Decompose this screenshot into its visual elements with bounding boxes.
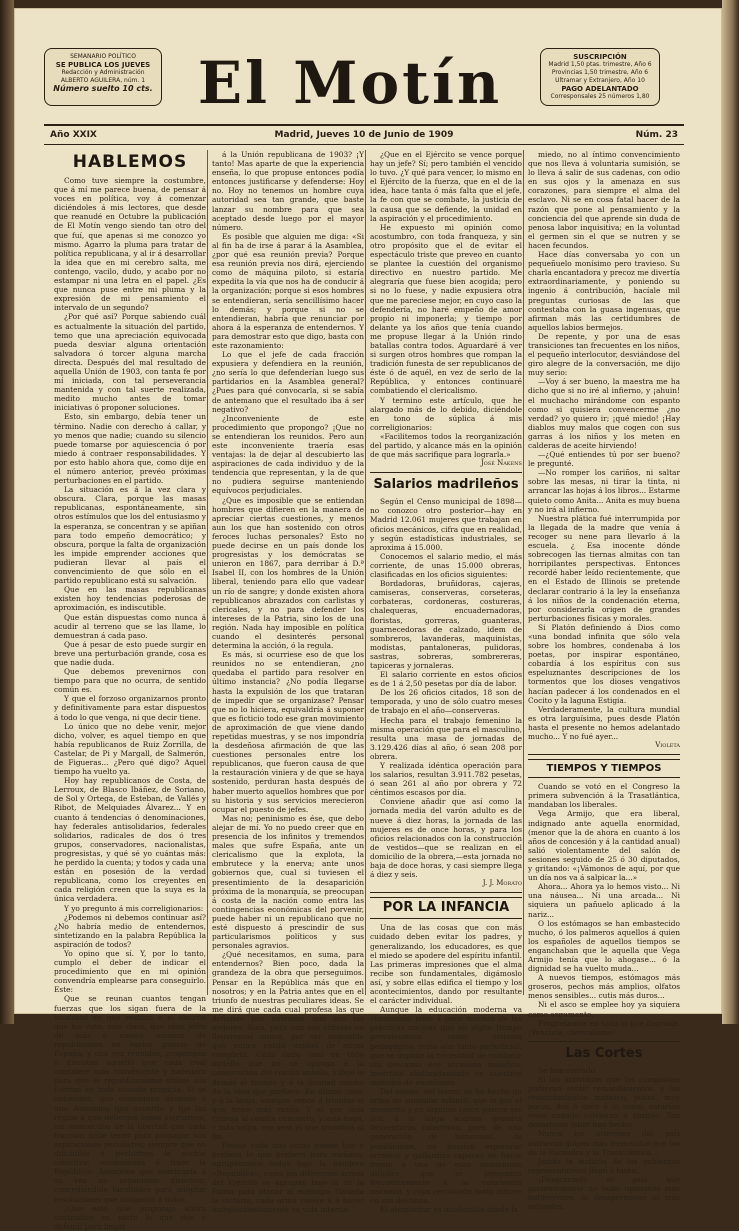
masthead-left-price: Número suelto 10 cts. <box>53 84 153 93</box>
column-2 <box>212 150 364 1214</box>
paragraph: Si Platón definiendo á Dios como «una bondad infinita que sólo vela sobre los hombres, condenaba á los poetas, por inspirar espontáneo, cobardía á los espíritus con sus espeluznantes descripciones de los tormentos que los dioses vengativos hacían padecer á los condenados en el Cocito y la laguna Estigia. <box>528 622 680 705</box>
paragraph: ¿Inconveniente de este procedimiento que propongo? ¡Que no se entendieran los reunidos. Pero aun este inconveniente traería esas ventajas: la de dejar al descubierto las aspiraciones de cada individuo y de la tendencia que representan, y la de que no pudiera seguirse manteniendo equívocos perjudiciales. <box>212 413 364 496</box>
paragraph: Que debemos prevenirnos con tiempo para que no ocurra, de sentido común es. <box>54 667 206 695</box>
author-signature: Violeta <box>655 741 680 750</box>
paragraph: ¿Qué necesitamos, en suma, para entendernos? Bien poco, dada la grandeza de la obra que perseguimos. Pensar en la República más que en nosotros; y en la Patria antes que en el triunfo de nuestras peculiares ideas. Se me dirá que cada cual profesa las que defiende por entender que son las mejores. Bien, pero con ese criterio no llegaremos nunca, por ser imposible que nunca exista unidad de miras completa. Cada cada cual en todo aquello que no se oponga á la consecución del común anhelo, y deje lo demás al tiempo y á la bondad misma de la idea que prefiere. En último caso, y á la larga, siempre vence á triunfar el que tiene más razón. Y el que más trabaja al común concierto, y más haga, y más valga, ese será el que triunfará al fin. <box>212 950 364 1142</box>
paragraph: A nuevos tiempos, estómagos más groseros, pechos más amplios, olfatos menos sensibles... cutis más duros... <box>528 973 680 1001</box>
paragraph: Se han cerrado. <box>538 1065 598 1075</box>
paragraph: Una de las cosas que con más cuidado deben evitar los padres, y generalizando, los educadores, es que el miedo se apodere del espíritu infantil. Las primeras impresiones que el alma recibe son fundamentales, digámoslo así, y sobre ellas edifica el tiempo y los acontecimientos, dando por resultante el carácter individual. <box>370 923 522 1006</box>
paragraph: Piense cada uno como piense hoy y prefiera lo que prefiera para mañana, agrupémonos todos bajo la bandera «República», como las diferentes armas del Ejército se agrupan bajo la de la Patria para atacar al enemigo. Ganada la victoria, cada arma vuelve á á hacer independientemente su vida interna. <box>212 1141 364 1214</box>
paragraph: De repente, y por una de esas transiciones tan frecuentes en los niños, el pequeño interlocutor, desviándose del giro alegre de la conversación, me dijo muy serio: <box>528 331 680 378</box>
masthead-left-line: ALBERTO AGUILERA, núm. 1 <box>60 77 146 84</box>
paragraph: Como tuve siempre la costumbre, que á mí me parece buena, de pensar á voces en política, voy á comenzar diciéndoles á mis lectores, que desde que reanudé en Octubre la publicación de El Motín vengo siendo tan otro del que fuí, que apenas si me conozco yo mismo. Agarro la pluma para tratar de política republicana, y al ir á desarrollar la idea que en mi cerebro salta, me contengo, vacilo, dudo, y acabo por no estampar ni una letra en el papel. ¿Es que nunca puse entre mi pluma y la expresión de mi pensamiento el intervalo de un segundo? <box>54 176 206 313</box>
paragraph: Que se reunan cuantos tengan fuerzas que los sigan fuera de la localidad en que residan ó el distrito que los vote; más claro, que sean jefes de más ó menos número de republicanos en varios puntos de España; y una vez reunidos, propongan y discutan aquello que cada cual considere más conveniente y hacedero para que el republicanismo utilice sus fuerzas en toda ocasión propicia. Si se entienden, que convoquen después á una Asamblea que acuerde y fije las reglas á que debemos todos sujetarnos, sin menoscabo de la libertad que cada fracción debe tener para propagar sus aspiraciones peculiares; siempre que no dificulten ó perturben la acción colectiva, encaminada á traer la República; Asamblea que nombraría á su vez un organismo directivo, concediéndole facultades para adoptar resoluciones que obligarán á todos. <box>54 994 206 1204</box>
section-divider <box>528 1041 680 1042</box>
page-edge <box>722 0 739 1024</box>
article-heading-hablemos: HABLEMOS <box>72 152 188 172</box>
paragraph: De los 26 oficios citados, 18 son de temporada, y uno de sólo cuatro meses de trabajo en el año—conserveras. <box>370 688 522 716</box>
paragraph: Del miedo, del terror, se ha hecho un arma de sumisión infantil, que si por el momento y en algunos casos parece ser útil, á la larga acarrea grandes desventuras colectivas; pues de una generación de temerosos, de pusilánimes, no pueden esperarse arrestos y gallardías capaces de hacer frente á una de esas situaciones difíciles que se presentan frecuentemente á la conciencia nacional, y cuya resolución tanto influye en sus destinos. <box>370 1087 522 1206</box>
newspaper-title: El Motín <box>197 49 503 117</box>
paragraph: Y termino este artículo, que he alargado más de lo debido, diciéndole en tono de súplica á mis correligionarios: <box>370 395 522 432</box>
paragraph: Hace días conversaba yo con un pequeñuelo monísimo pero travieso. Su charla encantadora y precoz me divertía extraordinariamente, y poniendo su ingenio á contribución, hacíale mil preguntas curiosas de las que contestaba con la guasa ingenuas, que afirman más las certidumbres de aquellos labios bermejos. <box>528 250 680 332</box>
paragraph: Esto, sin embargo, debía tener un término. Nadie con derecho á callar, y yo menos que nadie; cuando su silencio puede tomarse por aquiescencia ó por miedo á contraer responsabilidades. Y por esto hablo ahora que, como dije en el número anterior, prevéo próximas perturbaciones en el partido. <box>54 412 206 486</box>
paragraph: Conocemos el salario medio, el más corriente, de unas 15.000 obreras, clasificadas en los oficios siguientes: <box>370 551 522 580</box>
masthead-right-line: Madrid 1,50 ptas. trimestre, Año 6 <box>548 61 652 68</box>
masthead-left-line: SE PUBLICA LOS JUEVES <box>55 61 151 69</box>
paragraph: Aunque la educación moderna va eliminando poco á poco muchas de las prácticas nocivas que en algún tiempo prevalecieron como sistema pedagógico, resta aún tanto perjudicial, que se impone la necesidad de combatir sin descanso ese arcaísmo maléfico, invertido obstinadamente en nuestros métodos de enseñanza. <box>370 1005 522 1087</box>
paragraph: O los estómagos se han embastecido mucho, ó los palmeros aquellos á quien los españoles de aquellos tiempos se enganchaban que le aquella que Vega Armijo tenía que lo ahogase... ó la dignidad se ha vuelto muda... <box>528 918 680 974</box>
masthead-left-box <box>44 48 162 106</box>
paragraph: Ahora... Ahora ya lo hemos visto... Ni una náusea... Ni una arcada... Ni siquiera un pañuelo aplicado á la nariz... <box>528 882 680 919</box>
column-1 <box>54 150 206 1231</box>
paragraph: Que en las masas republicanas existen hoy tendencias poderosas de aproximación, es indiscutible. <box>54 585 206 613</box>
paragraph: Que están dispuestas como nunca á acudir al terreno que se las llame, lo demuestran á cada paso. <box>54 612 206 640</box>
paragraph: Jamás la audacia de los gobiernos representativos llegó á tanto... <box>528 1156 680 1175</box>
paragraph: El atemorizar es intolerable desde la <box>380 1205 519 1215</box>
paragraph: ¿Por qué así? Porque sabiendo cuál es actualmente la situación del partido, temo que una apreciación equivocada pueda desviar alguna orientación salvadora ó torcer alguna marcha directa. Después del mal resultado de aquella Unión de 1903, con tanta fe por mí iniciada, con tal perseverancia mantenida y con tal suerte realizada, medito mucho antes de tomar iniciativas ó proponer soluciones. <box>54 312 206 413</box>
column-3 <box>370 150 522 1215</box>
column-rule <box>207 150 208 995</box>
paragraph: «Facilitemos todos la reorganización del partido, y alcance más en la opinión de que más sacrifique para lograrla.» <box>370 431 522 460</box>
article-heading-tiempos: TIEMPOS Y TIEMPOS <box>528 759 680 778</box>
paragraph: Lo que el jefe de cada fracción expusiera y defendiera en la reunión, ¿no sería lo que defenderían luego sus partidarios en la Asamblea general? ¿Pues para qué convocarla, si se sabía de antemano que el resultado iba á ser negativo? <box>212 350 364 414</box>
column-rule <box>523 150 524 995</box>
masthead-right-line: Provincias 1,50 trimestre, Año 6 <box>551 69 649 76</box>
masthead-left-line: Redacción y Administración <box>61 69 145 76</box>
author-signature: J. J. Morato <box>482 879 522 888</box>
paragraph: Es más, si ocurriese eso de que los reunidos no se entendieran, ¿no quedaba el partido para resolver en último instancia? ¿No podía llegarse hasta la expulsión de los que trataran de impedir que se organizase? Pensar que no lo hiciera, equivaldría á suponer que es ficticio todo ese gran movimiento de aproximación de que viene dando repetidas muestras, y se nos impondría la desdeñosa afirmación de que las cuestiones personales entre los republicanos, que fueron causa de que la restauración viniera y de que se haya sostenido, perduran hasta después de haber muerto aquellos hombres que por su historia y sus servicios merecieron ocupar el puesto de jefes. <box>212 650 364 814</box>
paragraph: Progresamos en todo lo que degrada. ¡Venciste, clericalismo! <box>528 1018 680 1037</box>
column-rule <box>365 150 366 995</box>
article-heading-cortes: Las Cortes <box>565 1045 643 1061</box>
masthead-right-box <box>540 48 660 106</box>
paragraph: Según el Censo municipal de 1898—no conozco otro posterior—hay en Madrid 12.061 mujeres que trabajan en oficios mecánicos, cifra que en realidad, y según estadísticas industriales, se aproxima á 15.000. <box>370 497 522 552</box>
paragraph: El salario corriente en estos oficios es de 1 á 2,50 pesetas por día de labor. <box>370 670 522 689</box>
paragraph: á la Unión republicana de 1903? ¡Y tanto! Mas aparte de que la experiencia enseña, lo que propuse entonces podía entonces justificarse y defenderse: Hoy no. Hoy no tenemos un hombre cuya autoridad sea tan grande, que baste lanzar su nombre para que sea aceptado desde luego por el mayor número. <box>212 150 364 232</box>
paragraph: Lo único que no debe venir, mejor dicho, volver, es aquel tiempo en que había republicanos de Ruiz Zorrilla, de Castelar, de Pi y Margall, de Salmerón, de Figueras... ¿Pero qué digo? Aquel tiempo ha vuelto ya. <box>54 721 206 777</box>
issue-year: Año XXIX <box>50 130 97 140</box>
paragraph: ¡Desgraciado el país que pacientemente no hubo opiciones más indiferentes, ni desaprensivas ni más cobardes. <box>528 1174 680 1212</box>
paragraph: Si los individuos que las componían pudieran sentir remordimientos, y los remordimientos matasen, pocos, muy pocos, dos ó doce á lo sumo, estarían vivos cuando volvieran á abrirse. Tan desastrosa labor han hecho. <box>528 1074 680 1130</box>
paragraph: Bordadoras, bruñidoras, cajeras, camiseras, conserveras, corseteras, corbateras, cordoneras, costureras, chalequeras, encuadernadoras, floristas, gorreras, guanteras, guarnecedoras de calzado, idem de sombreros, lavanderas, maquinistas, modistas, pantaloneras, pulidoras, sastras, sobreras, sombrereras, tapiceras y jornaleras. <box>370 579 522 670</box>
paragraph: —No romper los cariños, ni saltar sobre las mesas, ni tirar la tinta, ni arrancar las hojas á los libros... Estarme quieto como Anita... Anita es muy buena y no irá al infierno. <box>528 468 680 514</box>
paragraph: Yo opino que sí. Y, por lo tanto, cumplo el deber de indicar el procedimiento que en mi opinión convendría emplearse para conseguirlo. Este: <box>54 948 206 995</box>
paragraph: La situación es á la vez clara y obscura. Clara, porque las masas republicanas, espontáneamente, sin otros estímulos que los del entusiasmo y la esperanza, se concentran y se apiñan para todo empeño democrático; y obscura, porque la falta de organización les impide emprender acciones que pudieran llevar al país el convencimiento de que sólo en el partido republicano está su salvación. <box>54 485 206 586</box>
article-heading-salarios: Salarios madrileños <box>373 477 519 493</box>
section-divider <box>528 754 680 755</box>
masthead-left-line: SEMANARIO POLÍTICO <box>70 53 136 60</box>
paragraph: Mas no; peninismo es ése, que debo alejar de mí. Yo no puedo creer que en presencia de los infinitos y tremendos males que sufre España, ante un clericalismo que la explota, la embrutece y la enerva; ante unos gobiernos que, cual si tuviesen el presentimiento de la desaparición próxima de la monarquía, se preocupan á costa de la nación como entra las contingencias económicas del porvenir, puede haber ni un republicano que no esté dispuesto á prescindir de sus particularismos políticos y sus personales agravios. <box>212 813 364 951</box>
issue-number: Núm. 23 <box>635 130 678 140</box>
paragraph: Y yo pregunto á mis correligionarios: <box>64 903 204 913</box>
paragraph: ¿Podemos ni debemos continuar así? ¿No habría medio de entendernos, sintetizando en la palabra República la aspiración de todos? <box>54 912 206 949</box>
paragraph: Y realizada idéntica operación para los salarios, resultan 3.911.782 pesetas, ó sean 261 al año por obrera y 72 céntimos escasos por día. <box>370 761 522 798</box>
author-signature: José Nakens <box>480 459 522 468</box>
paragraph: Es posible que alguien me diga: «Si al fin ha de irse á parar á la Asamblea, ¿por qué esa reunión previa? Porque esa reunión previa nos dirá, ejerciendo como de máquina piloto, si estaría expedita la vía que nos ha de conducir á la organización; porque si esos hombres se entendieran, sería sencillísimo hacer lo demás; y porque si no se entendieran, habría que renunciar por ahora á la esperanza de entendernos. Y para demostrar esto que digo, basta con este razonamiento: <box>212 231 364 350</box>
section-divider <box>370 472 522 473</box>
paragraph: Verdaderamente, la cultura mundial es otra larguísima, pues desde Platón hasta el presente no hemos adelantado mucho... Y no fué ayer... <box>528 704 680 741</box>
article-heading-infancia: POR LA INFANCIA <box>370 897 522 919</box>
binding-spine <box>0 0 14 1024</box>
masthead-right-line: Corresponsales 25 números 1,80 <box>550 93 650 100</box>
masthead-right-line: Ultramar y Extranjero, Año 10 <box>555 77 645 84</box>
paragraph: Que á pesar de esto puede surgir en breve una perturbación grande, cosa es que nadie duda. <box>54 639 206 667</box>
section-divider <box>370 892 522 893</box>
paragraph: Hoy hay republicanos de Costa, de Lerroux, de Blasco Ibáñez, de Soriano, de Sol y Ortega, de Esteban, de Vallés y Ribot, de Melquiades Álvarez... Y en cuanto á tendencias ó denominaciones, hay federales antisolidarios, federales solidarios, radicales de dos ó tres grupos, conservadores, nacionalistas, progresistas, y qué sé yo cuántas más: he perdido la cuenta; y todos y cada una están en posesión de la verdad republicana, como los creyentes en cada religión creen que la suya es la única verdadera. <box>54 776 206 904</box>
paragraph: Nuestra plática fué interrumpida por la llegada de la madre que venía á recoger su nene para llevarlo á la escuela. ¿ Esa inocente dónde sobrecogen las tiernas almitas con tan horripilantes perspectivas. Entonces recordé haber leído recientemente, que en el Estado de Illinois se pretende declarar contrario á la ley la enseñanza á los niños de la condenación eterna, por considerarla origen de grandes perturbaciones físicas y morales. <box>528 513 680 623</box>
paragraph: miedo, no al íntimo convencimiento que nos lleva á voluntaria sumisión, se lo lleva á salir de sus cadenas, con odio en sus ojos y la amenaza en sus corazones, para siempre el alma del esclavo. Ni se en cosa fatal hacer de la razón que pone al pensamiento y la conciencia del que aprende sin duda de penosa labor inquisitiva; en la voluntad el germen sin el que se nutren y se hacen fecundos. <box>528 150 680 250</box>
dateline <box>44 124 684 145</box>
paragraph: ¿Que es imposible que se entiendan hombres que difieren en la manera de apreciar ciertas cuestiones, y menos aun los que han sostenido con otros feroces luchas personales? Esto no puede decirse en un país donde los progresistas y los demócratas se unieron en 1867, para derribar á D.ª Isabel II, con los hombres de la Unión liberal, teniendo para ello que vadear un río de sangre; y donde existen ahora republicanos abrazados con carlistas y clericales, y no para defender los intereses de la Patria, sino los de una región. Nada hay imposible en política cuando el desinterés personal determina la acción, ó la regula. <box>212 495 364 651</box>
paragraph: ¿Que en el Ejército se vence porque hay un jefe? Sí; pero también el vencido lo tuvo. ¿Y qué para vencer, lo mismo en el Ejército de la fuerza, que en el de la idea, hace tanta ó más falta que el jefe, la fe con que se combate, la justicia de la causa que se defiende, la unidad en la aspiración y el procedimiento. <box>370 150 522 223</box>
paragraph: ¿Que esto que propongo ahora contradice en parte lo que dije y defendí para llegar <box>54 1203 206 1231</box>
masthead-right-line: PAGO ADELANTADO <box>561 85 639 93</box>
masthead <box>40 44 710 122</box>
paragraph: Conviene añadir que así como la jornada media del varón adulto es de nueve á diez horas, la jornada de las mujeres es de once horas, y para los oficios relacionados con la construcción de vestidos—que se realizan en el domicilio de la obrera,—esta jornada no baja de doce horas, y casi siempre llega á diez y seis. <box>370 797 522 880</box>
paragraph: Y que el forzoso organizarnos pronto y definitivamente para estar dispuestos á todo lo que venga, ni que decir tiene. <box>54 694 206 722</box>
paragraph: Ni el asco se emplee hoy ya siquiera como argumento. <box>528 1000 680 1019</box>
column-4 <box>528 150 680 1212</box>
paragraph: He expuesto mi opinión como acostumbro, con toda franqueza, y sin otro propósito que el de evitar el espectáculo triste que preveo en cuanto se plantee la cuestión del organismo directivo en nuestro partido. Me alegraría que fuese bien acogida; pero si no lo fuese, y nadie expusiera otra que me pareciese mejor, en cuyo caso la defendería, no haré empeño de amor propio ni imponerla; y tiempo por delante ya los años que tenía cuando me propuse llegar á la Unión rindo batallas contra todos. Aguardaré á ver si surgen otros hombres que rompan la tradición funesta de ser republicanos de éste ó de aquél, en vez de serlo de la República, y entonces continuaré combatiendo el clericalismo. <box>370 222 522 396</box>
paragraph: Hecha para el trabajo femenino la misma operación que para el masculino, resulta una masa de jornadas de 3.129.426 días al año, ó sean 208 por obrera. <box>370 715 522 761</box>
paragraph: Nunca los intereses del país sufrieron golpes más tremendos que los de la Escuadra y la Trasatlántica... <box>528 1129 680 1157</box>
masthead-right-line: SUSCRIPCIÓN <box>573 53 627 61</box>
issue-date: Madrid, Jueves 10 de Junio de 1909 <box>274 130 454 140</box>
paragraph: —Voy á ser bueno, la maestra me ha dicho que si no iré al infierno, y ¡ahuin! el muchacho mirándome con espanto como si quisiera convencerme ¿no verdad? yo quiero ir; ¡qué miedo! ¡Hay diablos muy malos que cogen con sus garras á los niños y los meten en calderas de aceite hirviendo! <box>528 377 680 450</box>
paragraph: Vega Armijo, que era liberal, indignado ante aquella enormidad, (menor que la de ahora en cuanto á los años de concesión y á la cantidad anual) salió violentamente del salón de sesiones seguido de 25 ó 30 diputados, y gritando: «¡Vámonos de aquí, por que un día nos va á salpicar la...» <box>528 809 680 883</box>
paragraph: —¿Qué entiendes tú por ser bueno? le pregunté. <box>528 450 680 469</box>
paragraph: Cuando se votó en el Congreso la primera subvención á la Trasatlántica, mandaban los liberales. <box>528 782 680 810</box>
